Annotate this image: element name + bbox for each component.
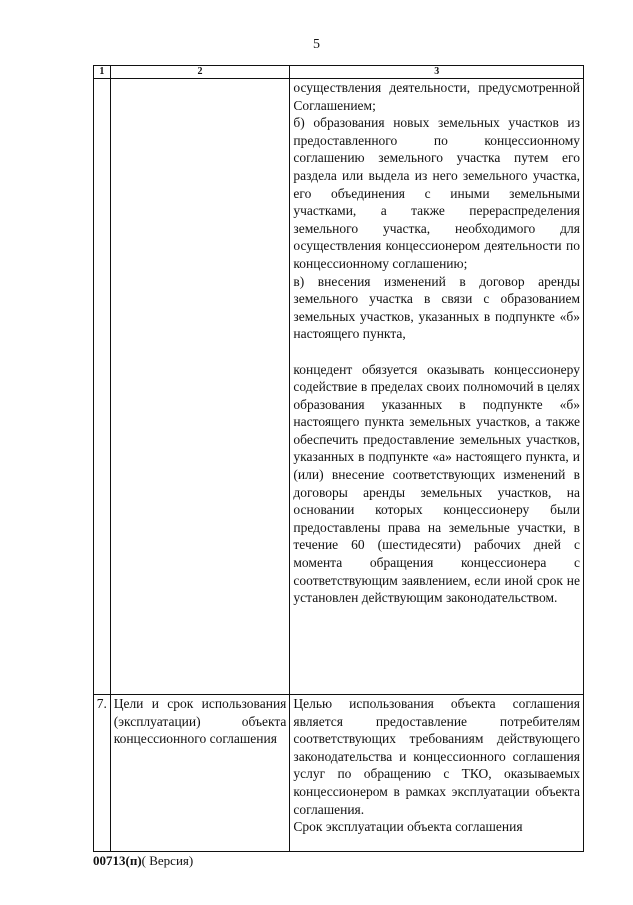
document-version: ( Версия) (141, 853, 194, 868)
header-col-1: 1 (94, 66, 111, 79)
row-7-term: Срок эксплуатации объекта соглашения (293, 819, 523, 835)
row-7-number: 7. (94, 695, 111, 852)
table-header-row (94, 66, 584, 79)
paragraph-continuation: осуществления деятельности, предусмотренной Соглашением; (293, 80, 580, 113)
continued-name-cell (110, 79, 290, 695)
table-row-7 (94, 695, 584, 852)
agreement-table (93, 65, 584, 852)
table-row-continued (94, 79, 584, 695)
row-7-name-cell (110, 695, 290, 852)
document-code (93, 853, 193, 869)
page-number: 5 (313, 37, 320, 52)
header-col-2: 2 (110, 66, 290, 79)
paragraph-grantor-obligation: концедент обязуется оказывать концессионеру содействие в пределах своих полномочий в целях образования указанных в подпункте «б» настоящего пункта земельных участков, а также обеспечить предоставление земельных участков, указанных в подпункте «а» настоящего пункта, и (или) внесение соответствующих изменений в договоры аренды земельных участков, на основании которых концессионеру были предоставлены права на земельные участки, в течение 60 (шестидесяти) рабочих дней с момента обращения концессионера с соответствующим заявлением, если иной срок не установлен действующим законодательством. (293, 361, 580, 606)
continued-number-cell (94, 79, 111, 695)
row-7-content-cell (290, 695, 584, 852)
paragraph-item-b: б) образования новых земельных участков из предоставленного по концессионному соглашению земельного участка путем его раздела или выдела из него земельного участка, его объединения с иными земельными участками, а также перераспределения земельного участка, необходимого для осуществления концессионером деятельности по концессионному соглашению; (293, 115, 580, 271)
row-7-name: Цели и срок использования (эксплуатации) объекта концессионного соглашения (113, 696, 287, 747)
row-7-purpose: Целью использования объекта соглашения является предоставление потребителям соответствующих требованиям действующего законодательства и концессионного соглашения услуг по обращению с ТКО, оказываемых концессионером в рамках эксплуатации объекта соглашения. (293, 696, 580, 817)
paragraph-item-v: в) внесения изменений в договор аренды земельного участка в связи с образованием земельных участков, указанных в подпункте «б» настоящего пункта, (293, 273, 580, 342)
continued-content-cell (290, 79, 584, 695)
document-code-number: 00713(п) (93, 853, 142, 868)
header-col-3: 3 (290, 66, 584, 79)
